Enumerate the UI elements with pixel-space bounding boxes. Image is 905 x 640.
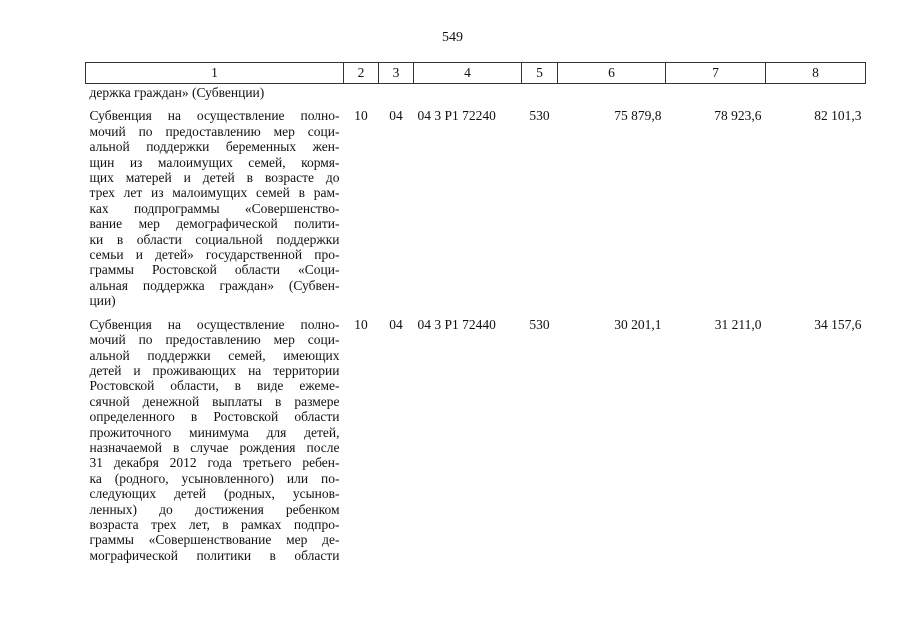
- table-row: [86, 313, 866, 564]
- expense-type-code: 530: [529, 108, 550, 124]
- budget-table: [85, 62, 866, 563]
- subsection-code: 04: [389, 108, 403, 124]
- amount-col-7: 78 923,6: [714, 108, 762, 124]
- page-number: 549: [442, 30, 463, 45]
- amount-col-6: 30 201,1: [614, 316, 662, 332]
- header-col-6: 6: [558, 63, 666, 84]
- amount-col-6: 75 879,8: [614, 108, 662, 124]
- header-col-8: 8: [766, 63, 866, 84]
- amount-col-8: 82 101,3: [814, 108, 862, 124]
- header-col-4: 4: [414, 63, 522, 84]
- section-code: 10: [354, 108, 368, 124]
- header-row: [86, 63, 866, 84]
- amount-col-8: 34 157,6: [814, 316, 862, 332]
- target-article-code: 04 3 P1 72240: [417, 108, 496, 124]
- header-col-5: 5: [522, 63, 558, 84]
- header-col-3: 3: [379, 63, 414, 84]
- continuation-text: держка граждан» (Субвенции): [89, 85, 265, 100]
- table-row: [86, 104, 866, 312]
- header-col-1: 1: [86, 63, 344, 84]
- section-code: 10: [354, 316, 368, 332]
- header-col-7: 7: [666, 63, 766, 84]
- row-description: Субвенция на осуществление полно- мочий по предоставлению мер соци- альной поддержки семей, имеющих детей и проживающих на территории Ростовской области, в виде ежеме- сячной денежной выплаты в размере определенного в Ростовской области прожиточного минимума для детей, назначаемой в случае рождения после 31 декабря 2012 года третьего ребен- ка (родного, усыновленного) или по- следующих детей (родных, усынов- ленных) до достижения ребенком возраста трех лет, в рамках подпро- граммы «Совершенствование мер де- мографической политики в области: [89, 316, 340, 563]
- expense-type-code: 530: [529, 316, 550, 332]
- target-article-code: 04 3 P1 72440: [417, 316, 496, 332]
- subsection-code: 04: [389, 316, 403, 332]
- header-col-2: 2: [344, 63, 379, 84]
- row-description: Субвенция на осуществление полно- мочий по предоставлению мер соци- альной поддержки беременных жен- щин из малоимущих семей, кормя- щих матерей и детей в возрасте до трех лет из малоимущих семей в рам- ках подпрограммы «Совершенство- вание мер демографической полити- ки в области социальной поддержки семьи и детей» государственной про- граммы Ростовской области «Соци- альная поддержка граждан» (Субвен- ции): [89, 108, 340, 309]
- amount-col-7: 31 211,0: [714, 316, 762, 332]
- continuation-row: [86, 84, 866, 105]
